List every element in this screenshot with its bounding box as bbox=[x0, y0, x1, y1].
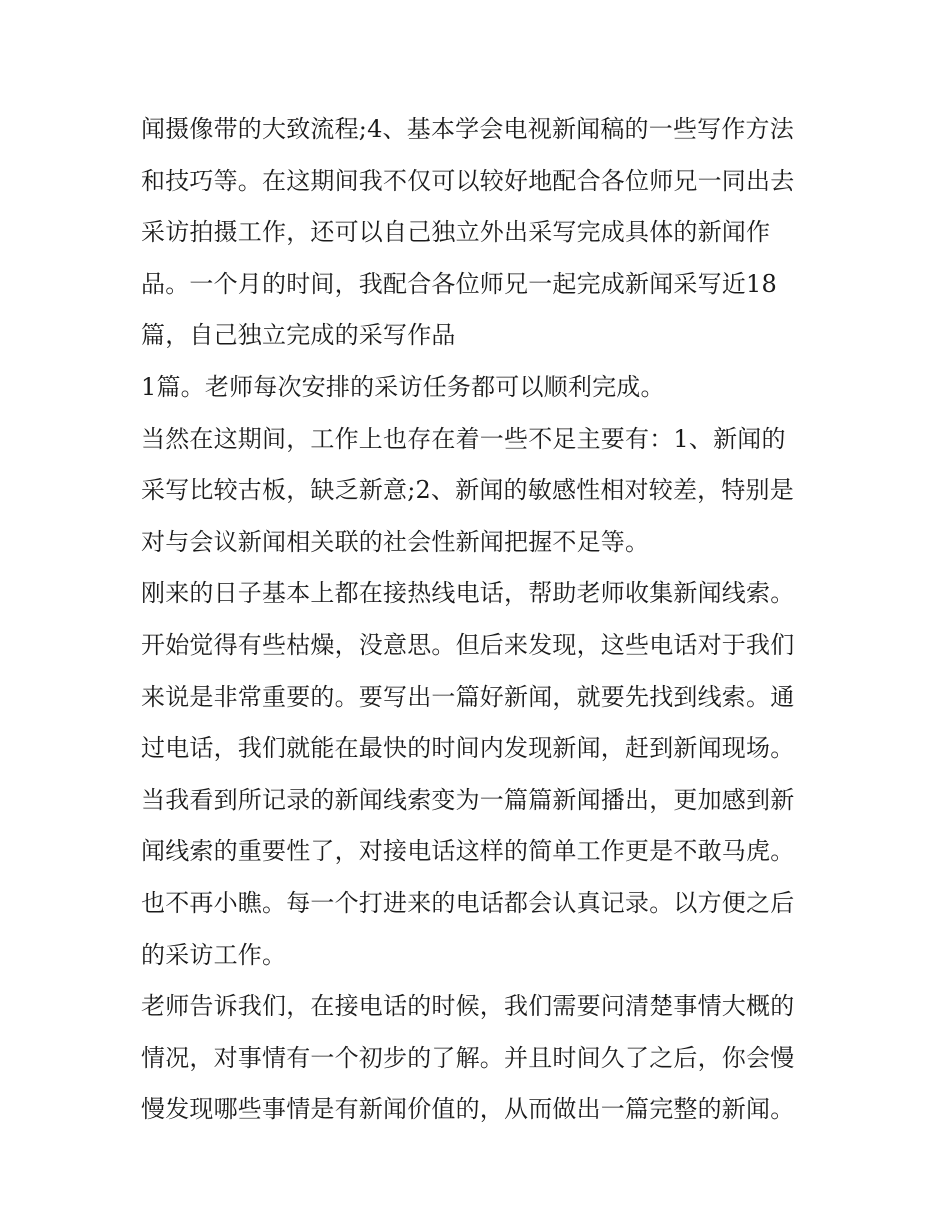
text-line: 对与会议新闻相关联的社会性新闻把握不足等。 bbox=[141, 527, 650, 556]
text-line: 慢发现哪些事情是有新闻价值的，从而做出一篇完整的新闻。 bbox=[141, 1095, 795, 1124]
text-line: 来说是非常重要的。要写出一篇好新闻，就要先找到线索。通 bbox=[141, 682, 795, 711]
text-line: 当然在这期间，工作上也存在着一些不足主要有：1、新闻的 bbox=[141, 424, 786, 453]
text-line: 和技巧等。在这期间我不仅可以较好地配合各位师兄一同出去 bbox=[141, 166, 795, 195]
text-line: 情况，对事情有一个初步的了解。并且时间久了之后，你会慢 bbox=[141, 1043, 795, 1072]
body-text bbox=[141, 104, 821, 1136]
text-line: 闻摄像带的大致流程;4、基本学会电视新闻稿的一些写作方法 bbox=[141, 115, 794, 143]
text-line: 过电话，我们就能在最快的时间内发现新闻，赶到新闻现场。 bbox=[141, 734, 795, 763]
text-line: 采写比较古板，缺乏新意;2、新闻的敏感性相对较差，特别是 bbox=[141, 476, 794, 505]
text-line: 开始觉得有些枯燥，没意思。但后来发现，这些电话对于我们 bbox=[141, 630, 795, 659]
text-line: 当我看到所记录的新闻线索变为一篇篇新闻播出，更加感到新 bbox=[141, 785, 795, 814]
text-line: 闻线索的重要性了，对接电话这样的简单工作更是不敢马虎。 bbox=[141, 837, 795, 866]
text-line: 采访拍摄工作，还可以自己独立外出采写完成具体的新闻作 bbox=[141, 218, 771, 247]
text-line: 的采访工作。 bbox=[141, 940, 287, 969]
text-line: 刚来的日子基本上都在接热线电话，帮助老师收集新闻线索。 bbox=[141, 579, 795, 608]
text-line: 篇，自己独立完成的采写作品 bbox=[141, 321, 456, 350]
text-line: 品。一个月的时间，我配合各位师兄一起完成新闻采写近18 bbox=[141, 269, 777, 298]
text-line: 1篇。老师每次安排的采访任务都可以顺利完成。 bbox=[141, 372, 665, 401]
text-line: 老师告诉我们，在接电话的时候，我们需要问清楚事情大概的 bbox=[141, 992, 795, 1021]
text-line: 也不再小瞧。每一个打进来的电话都会认真记录。以方便之后 bbox=[141, 888, 795, 917]
